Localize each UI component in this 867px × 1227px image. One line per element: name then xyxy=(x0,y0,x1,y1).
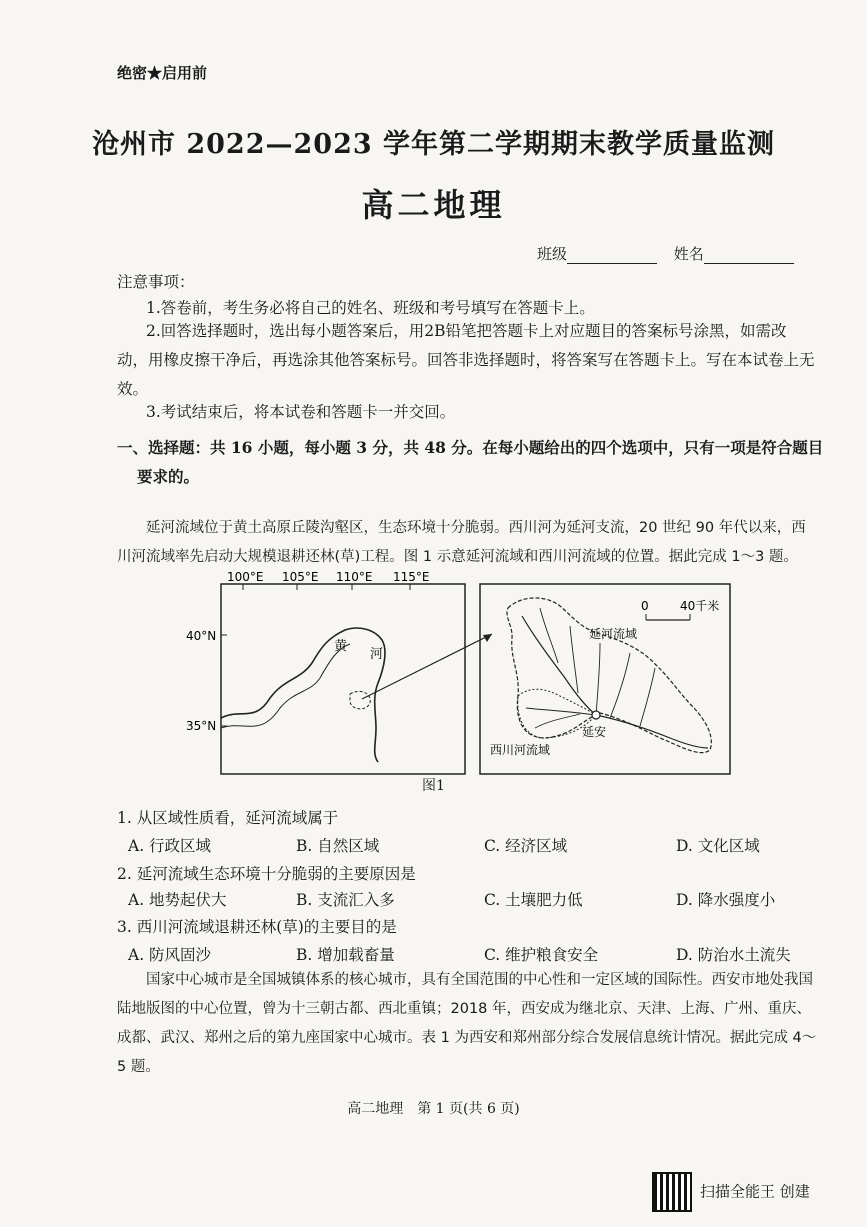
q3-option-b[interactable]: B. 增加载畜量 xyxy=(296,946,395,964)
tributary-5 xyxy=(640,668,655,726)
river-label-he: 河 xyxy=(370,647,384,662)
name-blank[interactable] xyxy=(704,247,794,264)
pointer-arrow-line xyxy=(362,634,492,699)
q2-option-d[interactable]: D. 降水强度小 xyxy=(676,891,776,909)
notice-item-1: 1.答卷前，考生务必将自己的姓名、班级和考号填写在答题卡上。 xyxy=(146,299,595,317)
lon-label-110: 110°E xyxy=(336,570,373,584)
q3-option-d[interactable]: D. 防治水土流失 xyxy=(676,946,791,964)
tributary-1 xyxy=(540,608,558,663)
yanhe-basin-boundary xyxy=(507,598,711,753)
yellow-river-line xyxy=(221,628,385,762)
q3-option-c[interactable]: C. 维护粮食安全 xyxy=(484,946,599,964)
yanhe-label: 延河流域 xyxy=(589,627,638,641)
yanan-label: 延安 xyxy=(582,725,607,739)
q1-option-b[interactable]: B. 自然区域 xyxy=(296,837,380,855)
yanhe-basin-small xyxy=(350,691,370,709)
tributary-2 xyxy=(570,626,578,693)
section-heading: 一、选择题：共 16 小题，每小题 3 分，共 48 分。在每小题给出的四个选项中，只有一项是符合题目要求的。 xyxy=(117,438,824,486)
q2-option-c[interactable]: C. 土壤肥力低 xyxy=(484,891,583,909)
lon-label-115: 115°E xyxy=(393,570,430,584)
secrecy-label: 绝密★启用前 xyxy=(117,64,208,82)
scale-label: 40千米 xyxy=(680,599,720,613)
figure-1-map xyxy=(186,568,760,798)
notice-heading: 注意事项： xyxy=(117,273,195,291)
lon-label-105: 105°E xyxy=(282,570,319,584)
scale-zero: 0 xyxy=(641,599,649,613)
name-label: 姓名 xyxy=(673,245,704,263)
class-label: 班级 xyxy=(537,245,568,263)
qr-code-icon xyxy=(652,1172,692,1212)
q2-option-a[interactable]: A. 地势起伏大 xyxy=(128,891,227,909)
tributary-4 xyxy=(610,653,630,718)
class-blank[interactable] xyxy=(567,247,657,264)
lat-label-35: 35°N xyxy=(186,719,217,733)
xichuan-label: 西川河流域 xyxy=(490,743,551,757)
q3-option-a[interactable]: A. 防风固沙 xyxy=(128,946,212,964)
exam-title: 沧州市 2022—2023 学年第二学期期末教学质量监测 xyxy=(91,129,776,160)
question-1-stem: 1. 从区域性质看，延河流域属于 xyxy=(117,809,339,827)
scanner-watermark xyxy=(652,1172,810,1212)
figure-caption: 图1 xyxy=(422,778,445,794)
q2-option-b[interactable]: B. 支流汇入多 xyxy=(296,891,395,909)
subject-title: 高二地理 xyxy=(361,186,506,224)
q1-option-d[interactable]: D. 文化区域 xyxy=(676,837,760,855)
lon-label-100: 100°E xyxy=(227,570,264,584)
q1-option-a[interactable]: A. 行政区域 xyxy=(128,837,212,855)
passage-xian: 国家中心城市是全国城镇体系的核心城市，具有全国范围的中心性和一定区域的国际性。西安市地处我国陆地版图的中心位置，曾为十三朝古都、西北重镇；2018 年，西安成为继北京、天津、上海、广州、重庆、成都、武汉、郑州之后的第九座国家中心城市。表 1 为西安和郑州部分综合发展信息统计情况。据此完成 4～5 题。 xyxy=(117,972,817,1075)
passage-yanhe: 延河流域位于黄土高原丘陵沟壑区，生态环境十分脆弱。西川河为延河支流，20 世纪 90 年代以来，西川河流域率先启动大规模退耕还林(草)工程。图 1 示意延河流域和西川河流域的位置。据此完成 1～3 题。 xyxy=(117,520,806,565)
notice-item-3: 3.考试结束后，将本试卷和答题卡一并交回。 xyxy=(146,403,456,421)
class-name-line xyxy=(537,243,794,264)
figure-1 xyxy=(186,568,760,798)
page-footer: 高二地理 第 1 页(共 6 页) xyxy=(347,1101,520,1117)
left-map-frame xyxy=(221,584,465,774)
tributary-6 xyxy=(535,714,580,728)
scanner-text: 扫描全能王 创建 xyxy=(700,1182,810,1201)
yellow-river-bank xyxy=(221,644,350,728)
question-2-stem: 2. 延河流域生态环境十分脆弱的主要原因是 xyxy=(117,865,416,883)
yanan-city-marker xyxy=(592,711,600,719)
question-3-stem: 3. 西川河流域退耕还林(草)的主要目的是 xyxy=(117,918,397,936)
q1-option-c[interactable]: C. 经济区域 xyxy=(484,837,568,855)
river-label-huang: 黄 xyxy=(334,639,348,654)
tributary-3 xyxy=(596,643,600,715)
notice-item-2: 2.回答选择题时，选出每小题答案后，用2B铅笔把答题卡上对应题目的答案标号涂黑，如需改动，用橡皮擦干净后，再选涂其他答案标号。回答非选择题时，将答案写在答题卡上。写在本试卷上无效。 xyxy=(117,322,815,398)
lat-label-40: 40°N xyxy=(186,629,217,643)
